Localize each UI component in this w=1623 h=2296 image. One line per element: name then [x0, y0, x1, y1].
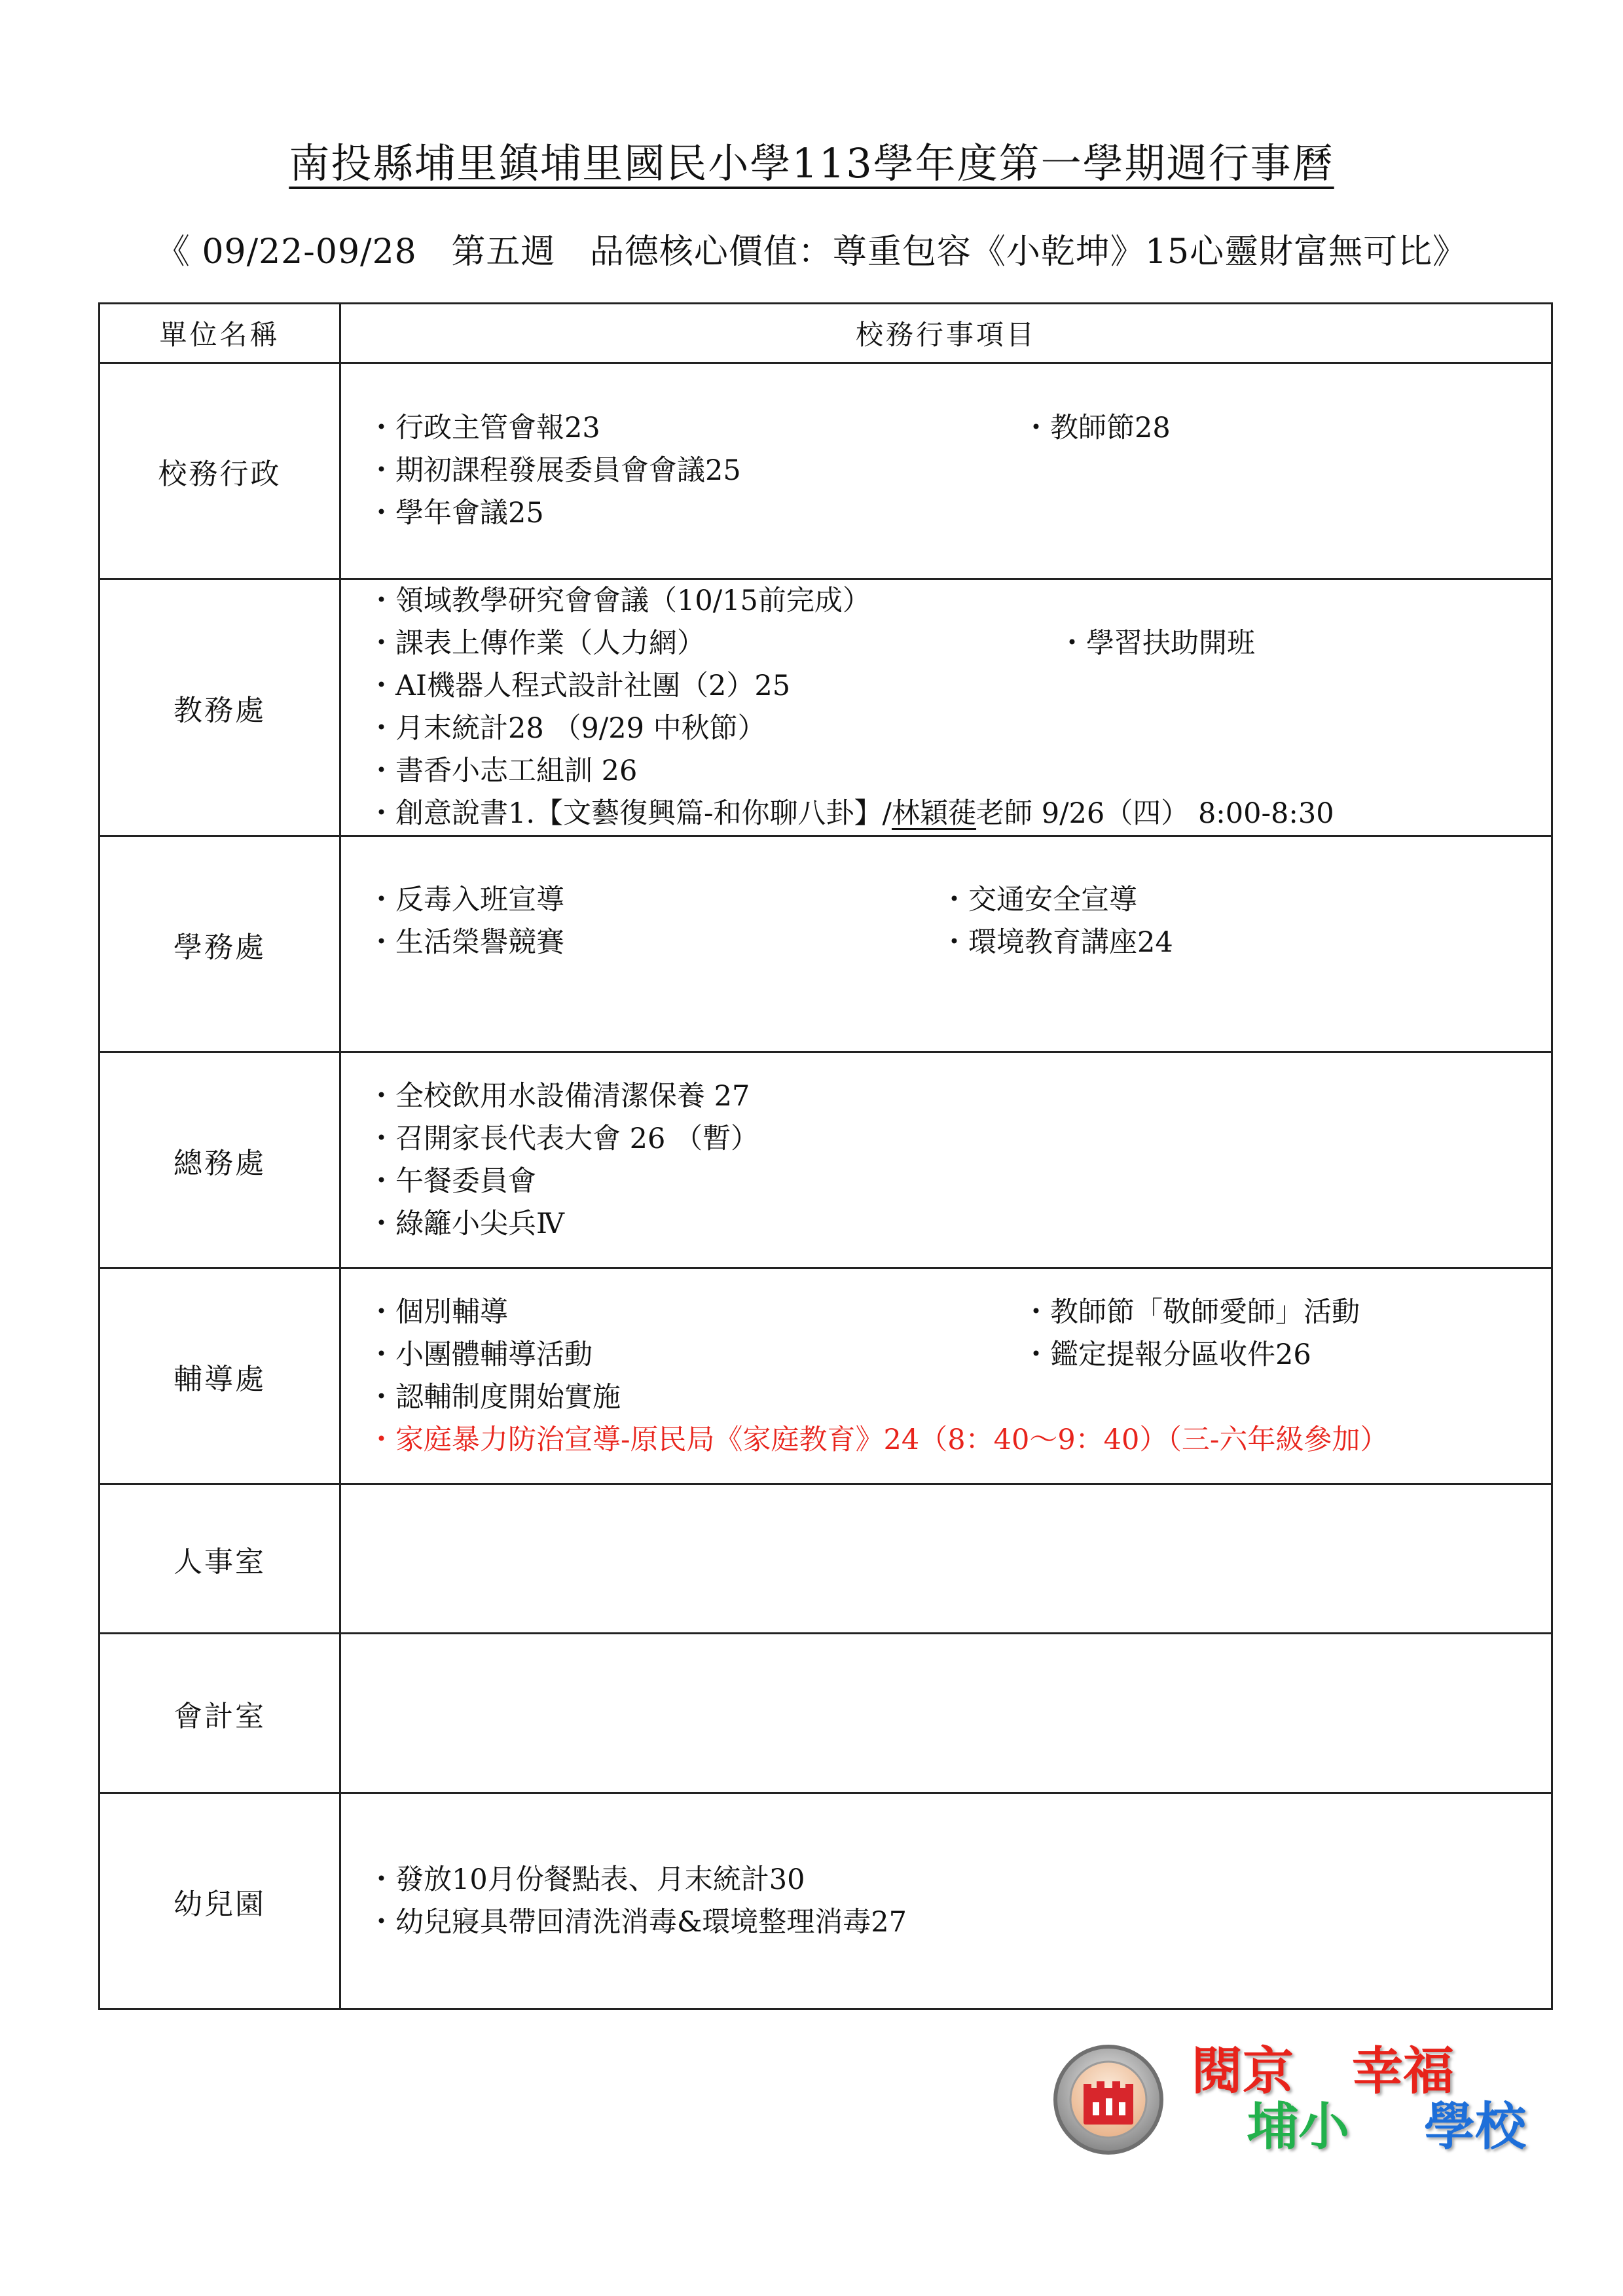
list-item: ・綠籬小尖兵Ⅳ — [367, 1207, 564, 1240]
item-list — [367, 407, 1551, 535]
item-list — [367, 1291, 1551, 1462]
list-item: ・全校飲用水設備清潔保養 27 — [367, 1079, 750, 1113]
page-subtitle: 《 09/22-09/28 第五週 品德核心價值：尊重包容《小乾坤》15心靈財富無可比》 — [155, 232, 1468, 272]
slogan-text: 閱京 — [1192, 2042, 1294, 2101]
list-item: ・AI機器人程式設計社團（2）25 — [367, 670, 791, 702]
header-items: 校務行事項目 — [340, 304, 1552, 363]
teacher-name: 林穎蓰 — [892, 797, 977, 830]
row-principal — [100, 363, 1552, 579]
list-item: ・發放10月份餐點表、月末統計30 — [367, 1863, 805, 1896]
school-logo — [1051, 2042, 1548, 2179]
list-item: ・環境教育講座24 — [940, 925, 1173, 959]
item-list — [367, 1859, 1551, 1944]
unit-name: 總務處 — [100, 1052, 340, 1268]
row-personnel — [100, 1484, 1552, 1634]
list-item: ・午餐委員會 — [367, 1164, 536, 1198]
items-cell — [340, 1052, 1552, 1268]
item-list — [367, 580, 1551, 835]
storytelling-time: 老師 9/26（四） 8:00-8:30 — [976, 797, 1334, 830]
table-header-row — [100, 304, 1552, 363]
list-item: ・召開家長代表大會 26 （暫） — [367, 1122, 759, 1155]
list-item: ・個別輔導 — [367, 1295, 508, 1329]
list-item: ・幼兒寢具帶回清洗消毒&環境整理消毒27 — [367, 1905, 907, 1939]
page-title: 南投縣埔里鎮埔里國民小學113學年度第一學期週行事曆 — [289, 139, 1334, 187]
row-counseling — [100, 1268, 1552, 1484]
items-cell-empty — [340, 1484, 1552, 1634]
unit-name: 輔導處 — [100, 1268, 340, 1484]
items-cell — [340, 363, 1552, 579]
unit-name: 會計室 — [100, 1634, 340, 1793]
items-cell — [340, 1793, 1552, 2009]
row-kindergarten — [100, 1793, 1552, 2009]
unit-name: 學務處 — [100, 836, 340, 1052]
list-item: ・反毒入班宣導 — [367, 883, 564, 916]
storytelling-title: ・創意說書1.【文藝復興篇-和你聊八卦】/ — [367, 797, 892, 830]
row-accounting — [100, 1634, 1552, 1793]
list-item: ・認輔制度開始實施 — [367, 1380, 621, 1414]
right-column — [1022, 407, 1171, 450]
slogan-text: 埔小 — [1247, 2098, 1350, 2157]
unit-name: 教務處 — [100, 579, 340, 836]
slogan-text: 幸福 — [1352, 2042, 1455, 2101]
unit-name: 幼兒園 — [100, 1793, 340, 2009]
items-cell — [340, 836, 1552, 1052]
list-item: ・教師節「敬師愛師」活動 — [1022, 1295, 1360, 1329]
list-item: ・鑑定提報分區收件26 — [1022, 1338, 1311, 1371]
row-academic — [100, 579, 1552, 836]
item-list — [367, 1075, 1551, 1246]
list-item: ・學年會議25 — [367, 497, 544, 529]
list-item: ・生活榮譽競賽 — [367, 925, 564, 959]
list-item: ・小團體輔導活動 — [367, 1338, 593, 1371]
row-general-affairs — [100, 1052, 1552, 1268]
header-unit: 單位名稱 — [100, 304, 340, 363]
row-student-affairs — [100, 836, 1552, 1052]
unit-name: 人事室 — [100, 1484, 340, 1634]
right-column — [1022, 1291, 1360, 1376]
list-item-storytelling — [367, 793, 1551, 835]
list-item: ・月末統計28 （9/29 中秋節） — [367, 712, 766, 745]
list-item: ・學習扶助開班 — [1058, 627, 1255, 660]
list-item: ・交通安全宣導 — [940, 883, 1137, 916]
items-cell-empty — [340, 1634, 1552, 1793]
items-cell — [340, 579, 1552, 836]
list-item: ・教師節28 — [1022, 412, 1171, 444]
list-item: ・課表上傳作業（人力網） — [367, 627, 705, 660]
list-item-highlight: ・家庭暴力防治宣導-原民局《家庭教育》24（8：40～9：40）（三-六年級參加） — [367, 1423, 1389, 1456]
list-item: ・行政主管會報23 — [367, 412, 600, 444]
unit-name: 校務行政 — [100, 363, 340, 579]
school-emblem-icon — [1051, 2042, 1166, 2157]
right-column — [1058, 622, 1255, 665]
item-list — [367, 879, 1551, 964]
slogan-text: 學校 — [1424, 2098, 1527, 2157]
items-cell — [340, 1268, 1552, 1484]
weekly-calendar-table — [98, 302, 1553, 2010]
list-item: ・書香小志工組訓 26 — [367, 755, 638, 787]
list-item: ・領域教學研究會會議（10/15前完成） — [367, 584, 871, 617]
list-item: ・期初課程發展委員會會議25 — [367, 454, 741, 487]
right-column — [940, 879, 1173, 964]
